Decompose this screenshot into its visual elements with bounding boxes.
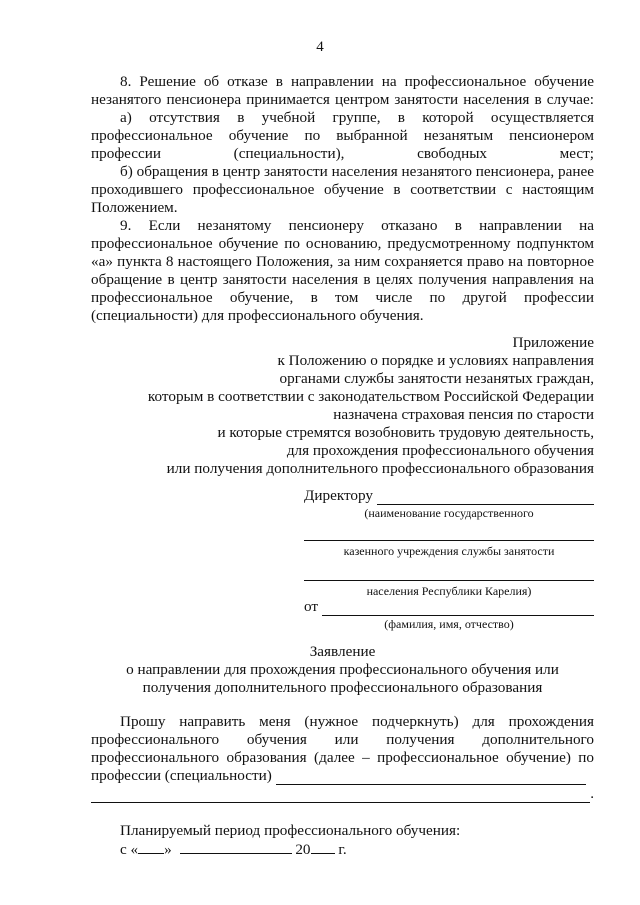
appendix-title: Приложение (512, 334, 594, 351)
statement-body: Прошу направить меня (нужное подчеркнуть) для прохождения профессионального обучения или получения дополнительного профессионального образования (далее – профессиональное обучение) по (91, 713, 594, 766)
paragraph-8b: б) обращения в центр занятости населения незанятого пенсионера, ранее проходившего профессиональное обучение в соответствии с настоящим Положением. (91, 163, 594, 216)
day-blank[interactable] (138, 841, 164, 854)
profession-row (91, 767, 594, 785)
from-row (304, 598, 594, 616)
period-label: Планируемый период профессионального обучения: (120, 822, 461, 839)
to-director-label: Директору (304, 487, 374, 504)
appendix-line: которым в соответствии с законодательством Российской Федерации (147, 388, 594, 405)
caption-employment-service: казенного учреждения службы занятости (343, 544, 555, 558)
caption-institution: (наименование государственного (364, 506, 534, 520)
from-label: от (304, 598, 319, 615)
statement-subtitle: получения дополнительного профессионального образования (142, 679, 543, 696)
region-blank[interactable] (304, 566, 594, 581)
paragraph-8: 8. Решение об отказе в направлении на профессиональное обучение незанятого пенсионера принимается центром занятости населения в случае: (91, 73, 594, 108)
date-year: 20 (295, 841, 311, 858)
appendix-line: для прохождения профессионального обучения (286, 442, 594, 459)
appendix-line: к Положению о порядке и условиях направления (277, 352, 594, 369)
profession-label: профессии (специальности) (91, 767, 272, 784)
statement-subtitle: о направлении для прохождения профессионального обучения или (126, 661, 559, 678)
appendix-header (94, 334, 594, 478)
date-prefix: с « (120, 841, 139, 858)
director-blank[interactable] (377, 490, 594, 505)
profession-blank[interactable] (276, 770, 586, 785)
caption-full-name: (фамилия, имя, отчество) (384, 617, 514, 631)
month-blank[interactable] (180, 841, 292, 854)
page-number: 4 (316, 39, 324, 55)
period-date-row (91, 841, 594, 859)
appendix-line: назначена страховая пенсия по старости (333, 406, 594, 423)
profession-continue-blank[interactable] (91, 788, 590, 803)
date-suffix: г. (338, 841, 347, 858)
date-mid: » (164, 841, 172, 858)
appendix-line: и которые стремятся возобновить трудовую деятельность, (217, 424, 594, 441)
institution-blank[interactable] (304, 526, 594, 541)
paragraph-9: 9. Если незанятому пенсионеру отказано в направлении на профессиональное обучение по основанию, предусмотренному подпунктом «а» пункта 8 настоящего Положения, за ним сохраняется право на повторное обращение в центр занятости населения в целях получения направления на профессиональное обучение, в том числе по другой профессии (специальности) для профессионального обучения. (91, 217, 594, 324)
end-dot: . (590, 785, 594, 802)
name-blank[interactable] (322, 601, 594, 616)
profession-continue-row (91, 785, 594, 803)
paragraph-8a: а) отсутствия в учебной группе, в которой осуществляется профессиональное обучение по выбранной незанятым пенсионером профессии (специальности), свободных мест; (91, 109, 594, 162)
year-blank[interactable] (311, 841, 335, 854)
main-text (91, 73, 594, 325)
statement-title: Заявление (309, 643, 376, 660)
appendix-line: органами службы занятости незанятых граждан, (279, 370, 594, 387)
caption-republic: населения Республики Карелия) (366, 584, 532, 598)
director-row (304, 487, 594, 505)
appendix-line: или получения дополнительного профессионального образования (166, 460, 594, 477)
